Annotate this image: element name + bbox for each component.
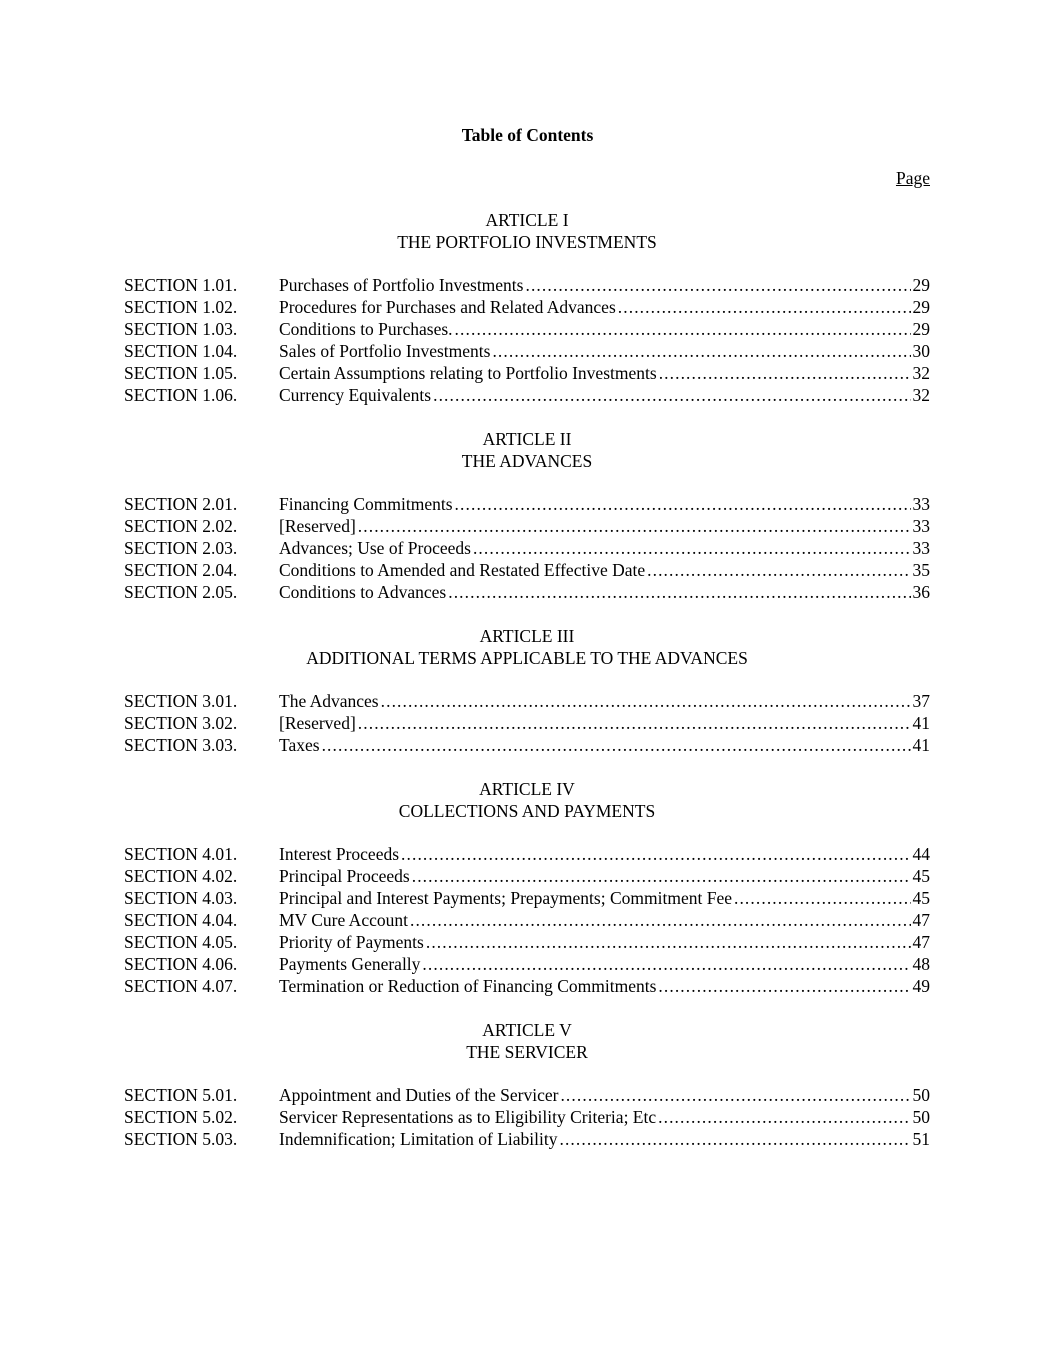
toc-entry[interactable] bbox=[124, 865, 930, 887]
dot-leader bbox=[658, 1106, 910, 1128]
dot-leader bbox=[381, 690, 911, 712]
section-number: SECTION 2.02. bbox=[124, 516, 238, 536]
article-number: ARTICLE II bbox=[482, 429, 572, 449]
section-title: Payments Generally bbox=[279, 954, 421, 974]
section-title: Servicer Representations as to Eligibility Criteria; Etc bbox=[279, 1107, 657, 1127]
section-title: Purchases of Portfolio Investments bbox=[279, 275, 524, 295]
article-heading bbox=[124, 428, 930, 472]
section-page-number: 45 bbox=[912, 888, 930, 908]
section-page-number: 47 bbox=[912, 932, 930, 952]
section-number: SECTION 3.02. bbox=[124, 713, 238, 733]
section-title-wrap bbox=[279, 581, 913, 603]
toc-entry[interactable] bbox=[124, 734, 930, 756]
dot-leader bbox=[448, 581, 910, 603]
toc-entry[interactable] bbox=[124, 537, 930, 559]
section-page-number: 32 bbox=[912, 363, 930, 383]
section-title-wrap bbox=[279, 274, 913, 296]
section-number: SECTION 2.04. bbox=[124, 560, 238, 580]
toc-entry[interactable] bbox=[124, 274, 930, 296]
toc-entry[interactable] bbox=[124, 712, 930, 734]
article-title: THE PORTFOLIO INVESTMENTS bbox=[397, 232, 657, 252]
section-title: Priority of Payments bbox=[279, 932, 424, 952]
toc-entry[interactable] bbox=[124, 931, 930, 953]
toc-entry[interactable] bbox=[124, 581, 930, 603]
article-heading bbox=[124, 625, 930, 669]
article-heading bbox=[124, 209, 930, 253]
section-page-number: 33 bbox=[912, 516, 930, 536]
section-page-number: 30 bbox=[912, 341, 930, 361]
article-number: ARTICLE IV bbox=[479, 779, 575, 799]
section-page-number: 44 bbox=[912, 844, 930, 864]
article-block bbox=[124, 1019, 930, 1150]
section-title-wrap bbox=[279, 953, 913, 975]
section-title-wrap bbox=[279, 712, 913, 734]
section-number: SECTION 4.01. bbox=[124, 844, 238, 864]
toc-entry[interactable] bbox=[124, 340, 930, 362]
section-page-number: 50 bbox=[912, 1085, 930, 1105]
section-number: SECTION 2.03. bbox=[124, 538, 238, 558]
section-page-number: 50 bbox=[912, 1107, 930, 1127]
section-page-number: 29 bbox=[912, 297, 930, 317]
section-page-number: 51 bbox=[912, 1129, 930, 1149]
section-title-wrap bbox=[279, 887, 913, 909]
section-page-number: 35 bbox=[912, 560, 930, 580]
section-title-wrap bbox=[279, 975, 913, 997]
section-title-wrap bbox=[279, 362, 913, 384]
dot-leader bbox=[433, 384, 910, 406]
toc-entry[interactable] bbox=[124, 318, 930, 340]
toc-entry[interactable] bbox=[124, 1084, 930, 1106]
toc-title: Table of Contents bbox=[461, 125, 594, 145]
article-block bbox=[124, 209, 930, 406]
toc-entry[interactable] bbox=[124, 362, 930, 384]
article-title: THE SERVICER bbox=[466, 1042, 588, 1062]
section-title: Termination or Reduction of Financing Commitments bbox=[279, 976, 657, 996]
section-title: Financing Commitments bbox=[279, 494, 453, 514]
section-page-number: 32 bbox=[912, 385, 930, 405]
section-title: Certain Assumptions relating to Portfolio Investments bbox=[279, 363, 657, 383]
dot-leader bbox=[659, 362, 911, 384]
toc-content bbox=[124, 209, 930, 1172]
section-title-wrap bbox=[279, 1084, 913, 1106]
section-title: Advances; Use of Proceeds bbox=[279, 538, 471, 558]
section-number: SECTION 4.04. bbox=[124, 910, 238, 930]
article-block bbox=[124, 428, 930, 603]
section-number: SECTION 1.05. bbox=[124, 363, 238, 383]
section-title-wrap bbox=[279, 318, 913, 340]
section-title: Principal Proceeds bbox=[279, 866, 410, 886]
section-page-number: 48 bbox=[912, 954, 930, 974]
section-number: SECTION 5.03. bbox=[124, 1129, 238, 1149]
section-title-wrap bbox=[279, 1106, 913, 1128]
toc-entry[interactable] bbox=[124, 953, 930, 975]
section-title-wrap bbox=[279, 690, 913, 712]
section-number: SECTION 1.01. bbox=[124, 275, 238, 295]
toc-entry[interactable] bbox=[124, 515, 930, 537]
toc-entry[interactable] bbox=[124, 975, 930, 997]
toc-entry[interactable] bbox=[124, 887, 930, 909]
dot-leader bbox=[492, 340, 910, 362]
section-number: SECTION 3.01. bbox=[124, 691, 238, 711]
dot-leader bbox=[412, 865, 911, 887]
dot-leader bbox=[401, 843, 910, 865]
dot-leader bbox=[455, 318, 911, 340]
section-page-number: 36 bbox=[912, 582, 930, 602]
toc-entry[interactable] bbox=[124, 1106, 930, 1128]
dot-leader bbox=[455, 493, 911, 515]
dot-leader bbox=[473, 537, 911, 559]
section-title-wrap bbox=[279, 909, 913, 931]
section-title-wrap bbox=[279, 1128, 913, 1150]
toc-entry[interactable] bbox=[124, 296, 930, 318]
dot-leader bbox=[618, 296, 911, 318]
section-title-wrap bbox=[279, 384, 913, 406]
section-title: Taxes bbox=[279, 735, 320, 755]
section-page-number: 33 bbox=[912, 538, 930, 558]
section-title-wrap bbox=[279, 865, 913, 887]
section-title-wrap bbox=[279, 515, 913, 537]
section-title: Sales of Portfolio Investments bbox=[279, 341, 491, 361]
dot-leader bbox=[559, 1128, 910, 1150]
dot-leader bbox=[426, 931, 911, 953]
section-title-wrap bbox=[279, 493, 913, 515]
dot-leader bbox=[322, 734, 911, 756]
section-title-wrap bbox=[279, 296, 913, 318]
dot-leader bbox=[358, 515, 911, 537]
toc-entry[interactable] bbox=[124, 493, 930, 515]
dot-leader bbox=[410, 909, 911, 931]
article-number: ARTICLE V bbox=[482, 1020, 572, 1040]
section-title: Principal and Interest Payments; Prepayments; Commitment Fee bbox=[279, 888, 732, 908]
section-title-wrap bbox=[279, 537, 913, 559]
article-title: ADDITIONAL TERMS APPLICABLE TO THE ADVANCES bbox=[306, 648, 748, 668]
toc-entry[interactable] bbox=[124, 384, 930, 406]
section-number: SECTION 1.03. bbox=[124, 319, 238, 339]
article-number: ARTICLE III bbox=[479, 626, 575, 646]
section-title-wrap bbox=[279, 843, 913, 865]
article-block bbox=[124, 625, 930, 756]
section-title-wrap bbox=[279, 340, 913, 362]
toc-entry[interactable] bbox=[124, 909, 930, 931]
section-page-number: 29 bbox=[912, 319, 930, 339]
toc-entry[interactable] bbox=[124, 559, 930, 581]
section-title-wrap bbox=[279, 931, 913, 953]
section-title: The Advances bbox=[279, 691, 379, 711]
dot-leader bbox=[658, 975, 910, 997]
article-title: COLLECTIONS AND PAYMENTS bbox=[398, 801, 656, 821]
section-number: SECTION 2.01. bbox=[124, 494, 238, 514]
dot-leader bbox=[525, 274, 910, 296]
section-page-number: 41 bbox=[912, 735, 930, 755]
section-page-number: 41 bbox=[912, 713, 930, 733]
dot-leader bbox=[734, 887, 911, 909]
article-heading bbox=[124, 778, 930, 822]
section-page-number: 45 bbox=[912, 866, 930, 886]
toc-entry[interactable] bbox=[124, 690, 930, 712]
dot-leader bbox=[647, 559, 910, 581]
section-title: Conditions to Purchases. bbox=[279, 319, 453, 339]
section-title: Conditions to Amended and Restated Effective Date bbox=[279, 560, 646, 580]
article-block bbox=[124, 778, 930, 997]
toc-entry[interactable] bbox=[124, 843, 930, 865]
section-page-number: 37 bbox=[912, 691, 930, 711]
section-title: Procedures for Purchases and Related Advances bbox=[279, 297, 616, 317]
page-column-label: Page bbox=[895, 168, 930, 188]
section-title: Interest Proceeds bbox=[279, 844, 400, 864]
section-number: SECTION 4.03. bbox=[124, 888, 238, 908]
section-page-number: 47 bbox=[912, 910, 930, 930]
section-page-number: 49 bbox=[912, 976, 930, 996]
section-number: SECTION 1.02. bbox=[124, 297, 238, 317]
section-number: SECTION 3.03. bbox=[124, 735, 238, 755]
section-title: Appointment and Duties of the Servicer bbox=[279, 1085, 559, 1105]
section-number: SECTION 4.02. bbox=[124, 866, 238, 886]
article-heading bbox=[124, 1019, 930, 1063]
section-title-wrap bbox=[279, 559, 913, 581]
section-title-wrap bbox=[279, 734, 913, 756]
section-number: SECTION 4.07. bbox=[124, 976, 238, 996]
section-number: SECTION 1.06. bbox=[124, 385, 238, 405]
article-number: ARTICLE I bbox=[485, 210, 569, 230]
section-title: [Reserved] bbox=[279, 516, 356, 536]
section-number: SECTION 5.02. bbox=[124, 1107, 238, 1127]
section-title: [Reserved] bbox=[279, 713, 356, 733]
toc-entry[interactable] bbox=[124, 1128, 930, 1150]
section-number: SECTION 1.04. bbox=[124, 341, 238, 361]
article-title: THE ADVANCES bbox=[461, 451, 593, 471]
section-title: MV Cure Account bbox=[279, 910, 408, 930]
section-page-number: 29 bbox=[912, 275, 930, 295]
section-number: SECTION 5.01. bbox=[124, 1085, 238, 1105]
section-number: SECTION 4.05. bbox=[124, 932, 238, 952]
section-number: SECTION 2.05. bbox=[124, 582, 238, 602]
section-title: Indemnification; Limitation of Liability bbox=[279, 1129, 558, 1149]
section-title: Conditions to Advances bbox=[279, 582, 447, 602]
section-number: SECTION 4.06. bbox=[124, 954, 238, 974]
section-page-number: 33 bbox=[912, 494, 930, 514]
dot-leader bbox=[358, 712, 911, 734]
dot-leader bbox=[422, 953, 910, 975]
section-title: Currency Equivalents bbox=[279, 385, 432, 405]
dot-leader bbox=[560, 1084, 910, 1106]
